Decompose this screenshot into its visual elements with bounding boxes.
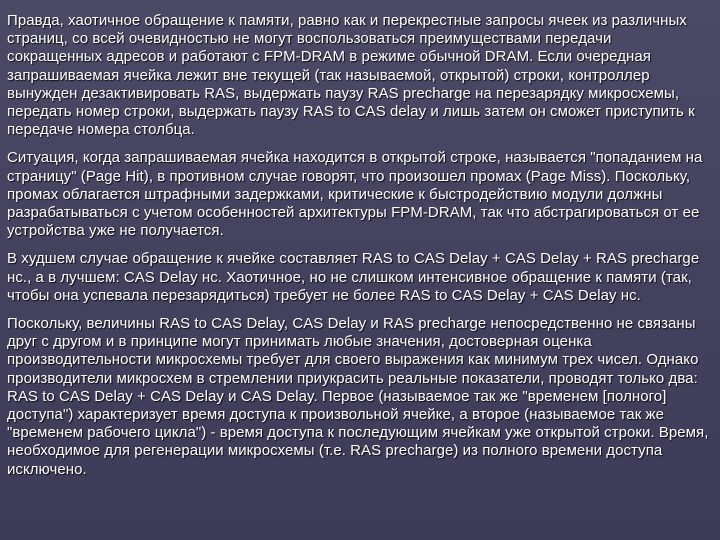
paragraph-1: Правда, хаотичное обращение к памяти, равно как и перекрестные запросы ячеек из различных страниц, со всей очевидностью не могут воспользоваться преимуществами передачи сокращенных адресов и работают с FPM-DRAM в режиме обычной DRAM. Если очередная запрашиваемая ячейка лежит вне текущей (так называемой, открытой) строки, контроллер вынужден дезактивировать RAS, выдержать паузу RAS precharge на перезарядку микросхемы, передать номер строки, выдержать паузу RAS to CAS delay и лишь затем он сможет приступить к передаче номера столбца. (7, 12, 695, 139)
paragraph-4: Поскольку, величины RAS to CAS Delay, CAS Delay и RAS precharge непосредственно не связаны друг с другом и в принципе могут принимать любые значения, достоверная оценка производительности микросхемы требует для своего выражения как минимум трех чисел. Однако производители микросхем в стремлении приукрасить реальные показатели, проводят только два: RAS to CAS Delay + CAS Delay и CAS Delay. Первое (называемое так же "временем [полного] доступа") характеризует время доступа к произвольной ячейке, а второе (называемое так же "временем рабочего цикла") - время доступа к последующим ячейкам уже открытой строки. Время, необходимое для регенерации микросхемы (т.е. RAS precharge) из полного времени доступа исключено. (7, 315, 709, 478)
paragraph-2: Ситуация, когда запрашиваемая ячейка находится в открытой строке, называется "попаданием на страницу" (Page Hit), в противном случае говорят, что произошел промах (Page Miss). Поскольку, промах облагается штрафными задержками, критические к быстродействию модули должны разрабатываться с учетом особенностей архитектуры FPM-DRAM, так что абстрагироваться от ее устройства уже не получается. (7, 149, 703, 240)
paragraph-3: В худшем случае обращение к ячейке составляет RAS to CAS Delay + CAS Delay + RAS precharge нс., а в лучшем: CAS Delay нс. Хаотичное, но не слишком интенсивное обращение к памяти (так, чтобы она успевала перезарядиться) требует не более RAS to CAS Delay + CAS Delay нс. (7, 250, 700, 304)
